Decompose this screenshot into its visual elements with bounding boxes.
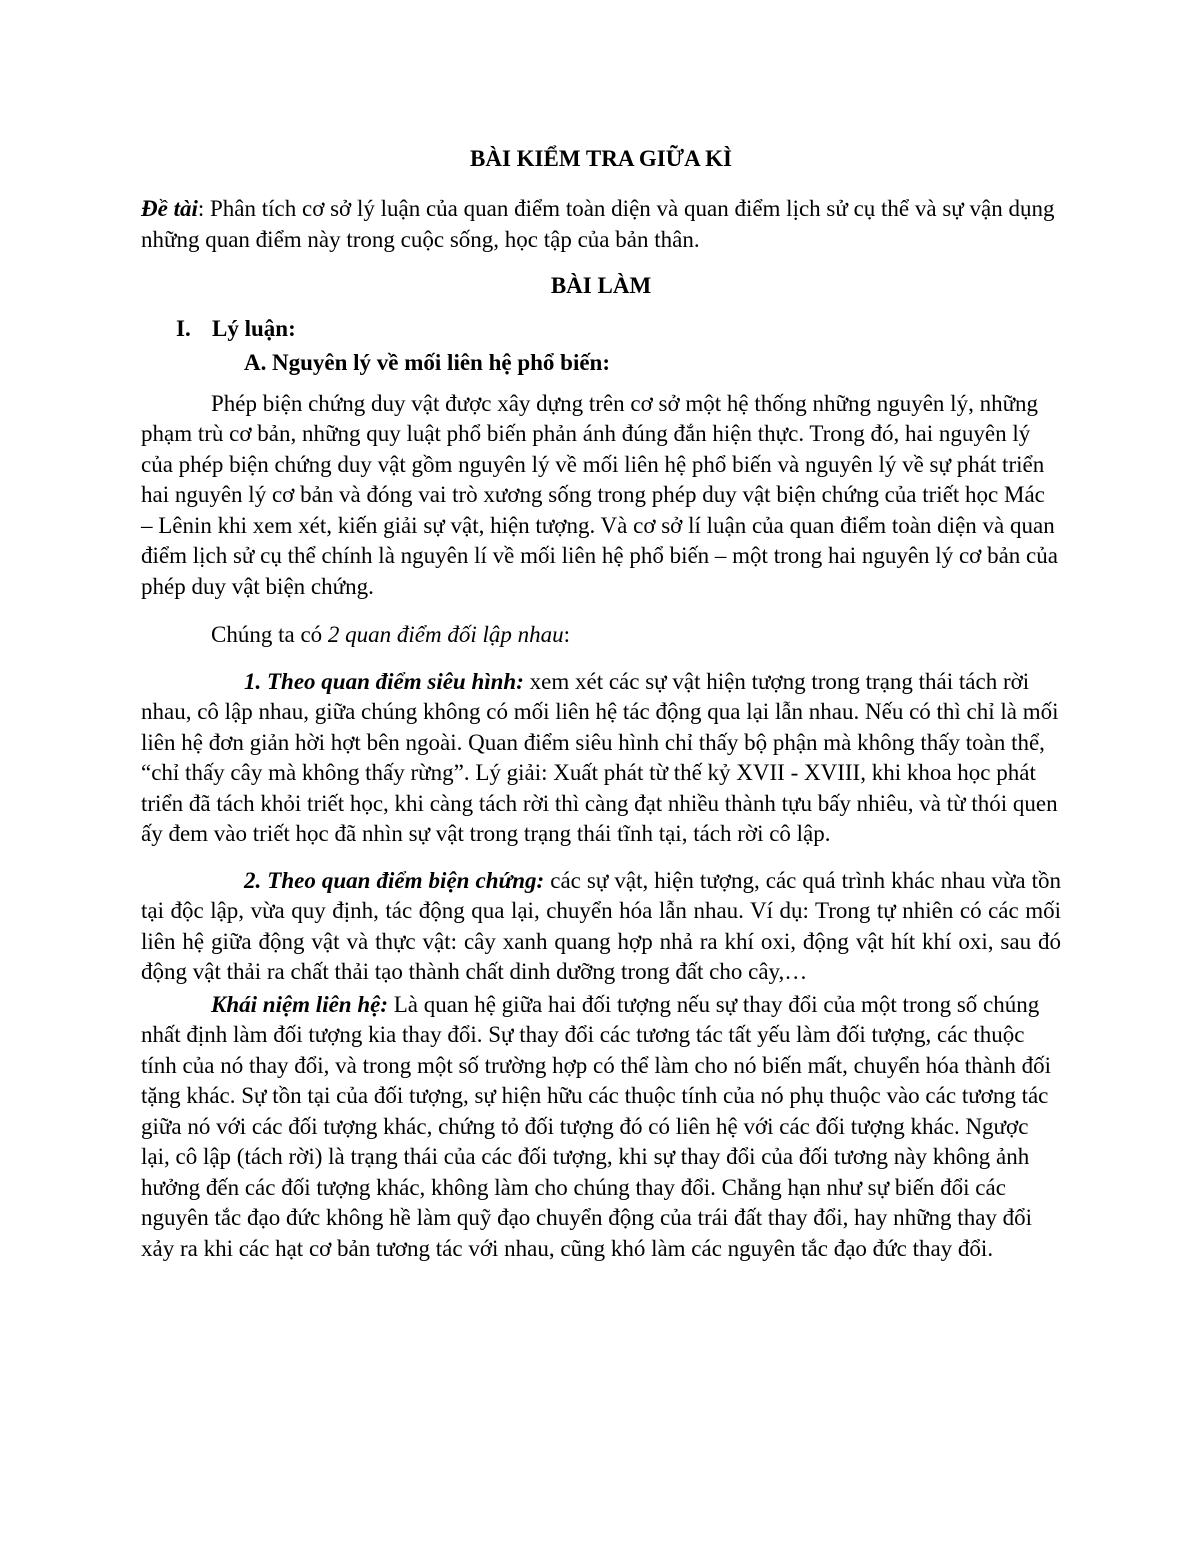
viewpoints-lead: Chúng ta có — [211, 622, 328, 647]
concept-label: Khái niệm liên hệ: — [211, 991, 388, 1017]
point2-text: các sự vật, hiện tượng, các quá trình khác nhau vừa tồn tại độc lập, vừa quy định, tác động qua lại, chuyển hóa lẫn nhau. Ví dụ: Trong tự nhiên có các mối liên hệ giữa động vật và thực vật: cây xanh quang hợp nhả ra khí oxi, động vật hít khí oxi, sau đó động vật thải ra chất thải tạo thành chất dinh dưỡng trong đất cho cây,… — [141, 867, 1061, 984]
subsection-title: Nguyên lý về mối liên hệ phổ biến: — [272, 350, 611, 375]
paragraph-intro: Phép biện chứng duy vật được xây dựng trên cơ sở một hệ thống những nguyên lý, những phạm trù cơ bản, những quy luật phổ biến phản ánh đúng đắn hiện thực. Trong đó, hai nguyên lý của phép biện chứng duy vật gồm nguyên lý về mối liên hệ phổ biến và nguyên lý về sự phát triển hai nguyên lý cơ bản và đóng vai trò xương sống trong phép duy vật biện chứng của triết học Mác – Lênin khi xem xét, kiến giải sự vật, hiện tượng. Và cơ sở lí luận của quan điểm toàn diện và quan điểm lịch sử cụ thể chính là nguyên lí về mối liên hệ phổ biến – một trong hai nguyên lý cơ bản của phép duy vật biện chứng. — [141, 390, 1058, 599]
viewpoints-end: : — [563, 622, 571, 647]
section-number: I. — [176, 315, 191, 341]
point2-label: 2. Theo quan điểm biện chứng: — [244, 867, 545, 893]
concept-paragraph — [141, 990, 1061, 1265]
point1-text: xem xét các sự vật hiện tượng trong trạng thái tách rời nhau, cô lập nhau, giữa chúng không có mối liên hệ tác động qua lại lẫn nhau. Nếu có thì chỉ là mối liên hệ đơn giản hời hợt bên ngoài. Quan điểm siêu hình chỉ thấy bộ phận mà không thấy toàn thể, “chỉ thấy cây mà không thấy rừng”. Lý giải: Xuất phát từ thế kỷ XVII - XVIII, khi khoa học phát triển đã tách khỏi triết học, khi càng tách rời thì càng đạt nhiều thành tựu bấy nhiêu, và từ thói quen ấy đem vào triết học đã nhìn sự vật trong trạng thái tĩnh tại, tách rời cô lập. — [141, 668, 1059, 846]
section-heading-1 — [176, 314, 1061, 345]
document-title: BÀI KIỂM TRA GIỮA KÌ — [470, 146, 732, 171]
viewpoints-italic: 2 quan điểm đối lập nhau — [327, 622, 564, 647]
point-dialectical — [141, 866, 1061, 988]
section-title: Lý luận: — [212, 315, 296, 341]
topic-text: : Phân tích cơ sở lý luận của quan điểm toàn diện và quan điểm lịch sử cụ thể và sự vận dụng những quan điểm này trong cuộc sống, học tập của bản thân. — [141, 196, 1055, 252]
point1-label: 1. Theo quan điểm siêu hình: — [244, 668, 524, 694]
topic-label: Đề tài — [141, 196, 198, 221]
topic-paragraph — [141, 194, 1061, 255]
point-metaphysical — [141, 667, 1061, 850]
paragraph-viewpoints — [141, 620, 1061, 651]
document-body — [141, 140, 1061, 1264]
subsection-letter: A. — [244, 350, 267, 375]
answer-heading: BÀI LÀM — [550, 273, 652, 298]
subsection-heading-a — [244, 348, 1061, 379]
concept-text: Là quan hệ giữa hai đối tượng nếu sự thay đổi của một trong số chúng nhất định làm đối tượng kia thay đổi. Sự thay đổi các tương tác tất yếu làm đối tượng, các thuộc tính của nó thay đổi, và trong một số trường hợp có thể làm cho nó biến mất, chuyển hóa thành đối tặng khác. Sự tồn tại của đối tượng, sự hiện hữu các thuộc tính của nó phụ thuộc vào các tương tác giữa nó với các đối tượng khác, chứng tỏ đối tượng đó có liên hệ với các đối tượng khác. Ngược lại, cô lập (tách rời) là trạng thái của các đối tượng, khi sự thay đổi của đối tương này không ảnh hưởng đến các đối tượng khác, không làm cho chúng thay đổi. Chẳng hạn như sự biến đổi các nguyên tắc đạo đức không hề làm quỹ đạo chuyển động của trái đất thay đổi, hay những thay đổi xảy ra khi các hạt cơ bản tương tác với nhau, cũng khó làm các nguyên tắc đạo đức thay đổi. — [141, 991, 1051, 1261]
